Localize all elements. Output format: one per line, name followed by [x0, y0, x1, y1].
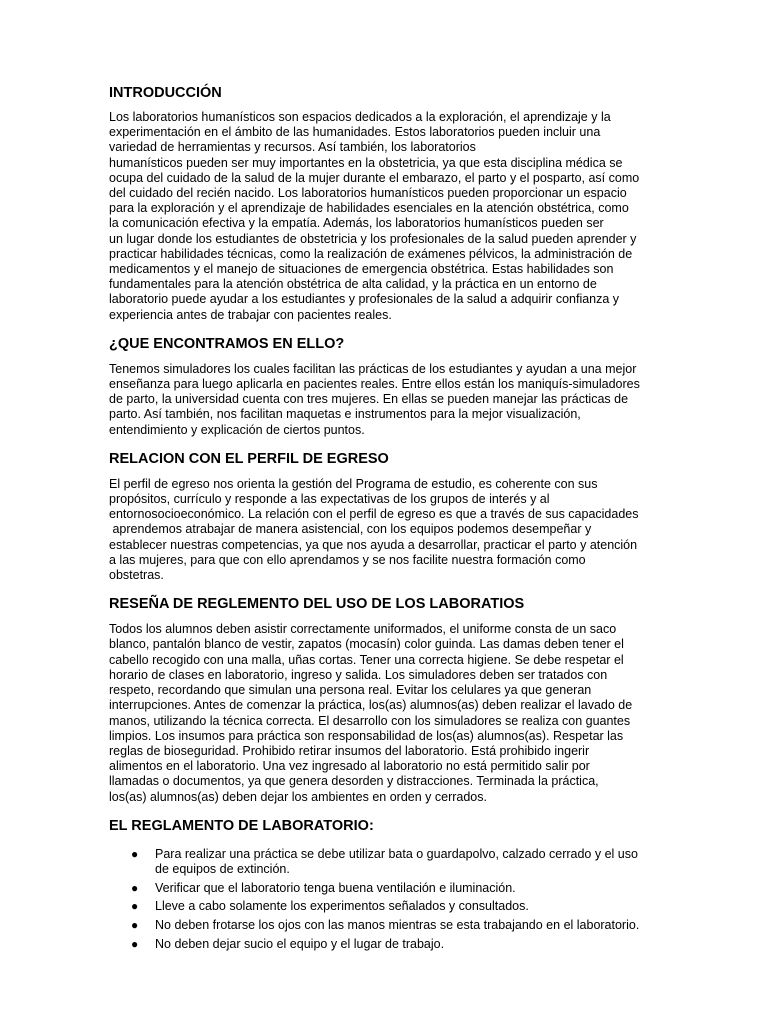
body-line: Todos los alumnos deben asistir correctamente uniformados, el uniforme consta de un saco [109, 622, 617, 637]
list-item [109, 899, 659, 914]
list-item [109, 847, 659, 877]
body-line: entornosocioeconómico. La relación con el perfil de egreso es que a través de sus capacidades [109, 507, 639, 522]
section-title: EL REGLAMENTO DE LABORATORIO: [109, 817, 374, 834]
body-line: reglas de bioseguridad. Prohibido retirar insumos del laboratorio. Está prohibido ingerir [109, 743, 590, 758]
bullet-icon: ● [131, 936, 139, 951]
body-line: practicar habilidades técnicas, como la realización de exámenes pélvicos, la administración de [109, 246, 633, 261]
body-line: fundamentales para la atención obstétrica de alta calidad, y la práctica en un entorno de [109, 277, 597, 292]
section-title: INTRODUCCIÓN [109, 85, 222, 101]
body-line: llamadas o documentos, ya que genera desorden y distracciones. Terminada la práctica, [109, 774, 599, 789]
body-line: medicamentos y el manejo de situaciones de emergencia obstétrica. Estas habilidades son [109, 262, 614, 277]
bullet-icon: ● [131, 846, 139, 861]
bullet-icon: ● [131, 899, 139, 914]
section-body [109, 637, 659, 804]
body-line: obstetras. [109, 568, 164, 583]
section-body [109, 377, 659, 438]
body-line: respeto, recordando que simulan una persona real. Evitar los celulares ya que generan [109, 683, 592, 698]
body-line: ocupa del cuidado de la salud de la mujer durante el embarazo, el parto y el posparto, así como [109, 170, 640, 185]
bullet-icon: ● [131, 880, 139, 895]
body-line: experimentación en el ámbito de las humanidades. Estos laboratorios pueden incluir una [109, 125, 601, 140]
body-line: parto. Así también, nos facilitan maquetas e instrumentos para la mejor visualización, [109, 407, 581, 422]
body-line: horario de clases en laboratorio, ingreso y salida. Los simuladores deben ser tratados con [109, 667, 608, 682]
body-line: laboratorio puede ayudar a los estudiantes y profesionales de la salud a adquirir confianza y [109, 292, 620, 307]
section-title: RESEÑA DE REGLEMENTO DEL USO DE LOS LABORATIOS [109, 596, 525, 613]
body-line: del cuidado del recién nacido. Los laboratorios humanísticos pueden proporcionar un espacio [109, 186, 627, 201]
list-item-line: Lleve a cabo solamente los experimentos señalados y consultados. [155, 899, 529, 914]
body-line: los(as) alumnos(as) deben dejar los ambientes en orden y cerrados. [109, 789, 487, 804]
body-line: entendimiento y explicación de ciertos puntos. [109, 422, 365, 437]
body-line: experiencia antes de trabajar con pacientes reales. [109, 307, 392, 322]
list-item-line: Para realizar una práctica se debe utilizar bata o guardapolvo, calzado cerrado y el uso [155, 846, 638, 861]
body-line: enseñanza para luego aplicarla en pacientes reales. Entre ellos están los maniquís-simuladores [109, 377, 640, 392]
list-item-line: No deben frotarse los ojos con las manos mientras se esta trabajando en el laboratorio. [155, 918, 640, 933]
body-line: un lugar donde los estudiantes de obstetricia y los profesionales de la salud pueden aprender y [109, 231, 637, 246]
body-line: para la exploración y el aprendizaje de habilidades esenciales en la atención obstétrica, como [109, 201, 629, 216]
body-line: propósitos, currículo y responde a las expectativas de los grupos de interés y al [109, 492, 550, 507]
list-item-line: de equipos de extinción. [155, 861, 290, 876]
section-body [109, 492, 659, 583]
body-line: a las mujeres, para que con ello aprendamos y se nos facilite nuestra formación como [109, 552, 586, 567]
body-line: Los laboratorios humanísticos son espacios dedicados a la exploración, el aprendizaje y la [109, 110, 611, 124]
body-line: aprendemos atrabajar de manera asistencial, con los equipos podemos desempeñar y [109, 522, 592, 537]
body-line: alimentos en el laboratorio. Una vez ingresado al laboratorio no está permitido salir por [109, 759, 590, 774]
list-item-line: Verificar que el laboratorio tenga buena ventilación e iluminación. [155, 880, 516, 895]
body-line: blanco, pantalón blanco de vestir, zapatos (mocasín) color guinda. Las damas deben tener el [109, 637, 624, 652]
section-body [109, 110, 659, 323]
body-line: manos, utilizando la técnica correcta. El desarrollo con los simuladores se realiza con guantes [109, 713, 631, 728]
section-reglamento [109, 817, 659, 952]
body-line: limpios. Los insumos para práctica son responsabilidad de los(as) alumnos(as). Respetar las [109, 728, 624, 743]
list-item [109, 881, 659, 896]
section-introduccion [109, 84, 659, 323]
section-title: RELACION CON EL PERFIL DE EGRESO [109, 450, 389, 467]
body-line: interrupciones. Antes de comenzar la práctica, los(as) alumnos(as) deben realizar el lavado de [109, 698, 633, 713]
list-item-line: No deben dejar sucio el equipo y el lugar de trabajo. [155, 936, 445, 951]
section-que-encontramos [109, 335, 659, 438]
bullet-icon: ● [131, 918, 139, 933]
body-line: de parto, la universidad cuenta con tres mujeres. En ellas se pueden manejar las prácticas de [109, 392, 629, 407]
section-perfil-egreso [109, 450, 659, 583]
section-resena-reglemento [109, 595, 659, 804]
body-line: Tenemos simuladores los cuales facilitan las prácticas de los estudiantes y ayudan a una mejor [109, 361, 637, 376]
body-line: la comunicación efectiva y la empatía. Además, los laboratorios humanísticos pueden ser [109, 216, 604, 231]
body-line: establecer nuestras competencias, ya que nos ayuda a desarrollar, practicar el parto y atención [109, 537, 638, 552]
body-line: humanísticos pueden ser muy importantes en la obstetricia, ya que esta disciplina médica se [109, 155, 623, 170]
list-item [109, 937, 659, 952]
section-title: ¿QUE ENCONTRAMOS EN ELLO? [109, 335, 345, 352]
list-item [109, 918, 659, 933]
body-line: El perfil de egreso nos orienta la gestión del Programa de estudio, es coherente con sus [109, 476, 598, 491]
body-line: cabello recogido con una malla, uñas cortas. Tener una correcta higiene. Se debe respetar el [109, 652, 624, 667]
body-line: variedad de herramientas y recursos. Así también, los laboratorios [109, 140, 476, 155]
document-page [109, 84, 659, 955]
reglamento-list [109, 847, 659, 952]
